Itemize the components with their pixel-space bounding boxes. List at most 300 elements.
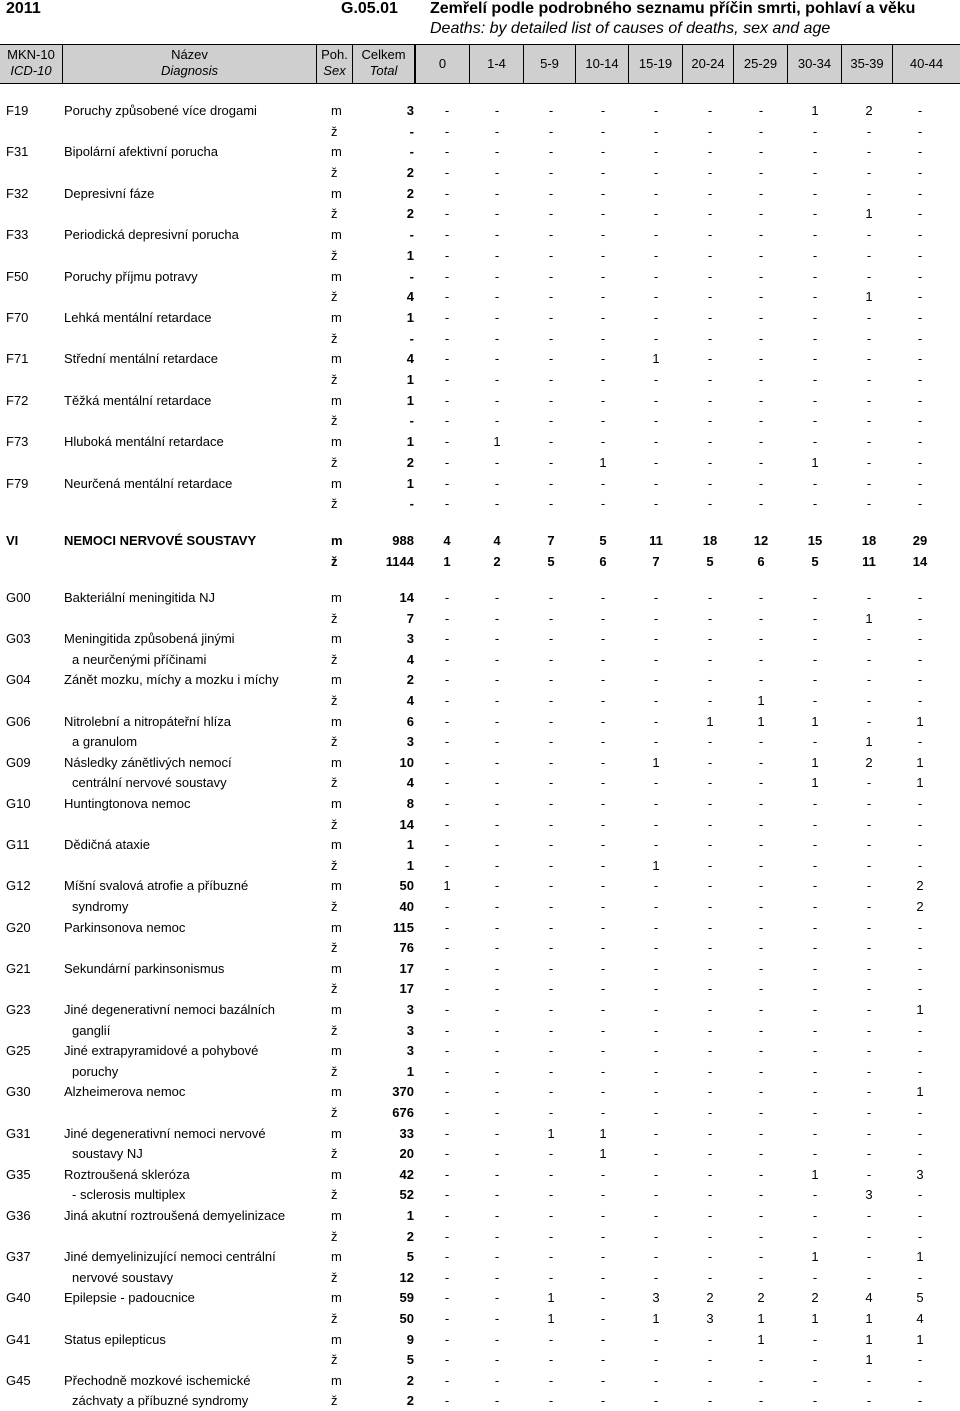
diagnosis-name: Střední mentální retardace	[64, 351, 218, 366]
diagnosis-code: G35	[6, 1167, 31, 1182]
age-value-cell: -	[812, 1187, 818, 1202]
age-value-cell: -	[600, 1064, 606, 1079]
sex-cell: ž	[331, 652, 338, 667]
age-value-cell: -	[812, 186, 818, 201]
age-value-cell: -	[600, 590, 606, 605]
age-value-cell: -	[812, 899, 818, 914]
age-value-cell: -	[917, 1126, 923, 1141]
age-value-cell: 1	[916, 1084, 924, 1099]
sex-cell: m	[331, 1167, 342, 1182]
age-value-cell: -	[866, 248, 872, 263]
age-value-cell: -	[600, 186, 606, 201]
age-value-cell: -	[812, 310, 818, 325]
age-value-cell: -	[548, 393, 554, 408]
sex-cell: m	[331, 672, 342, 687]
diagnosis-code: G25	[6, 1043, 31, 1058]
sex-cell: m	[331, 434, 342, 449]
age-value-cell: -	[548, 981, 554, 996]
age-value-cell: -	[812, 496, 818, 511]
age-value-cell: -	[600, 1290, 606, 1305]
age-value-cell: -	[548, 631, 554, 646]
age-value-cell: -	[866, 899, 872, 914]
total-cell: 1	[406, 837, 414, 852]
age-value-cell: -	[653, 1270, 659, 1285]
table-row	[0, 1227, 960, 1247]
diagnosis-name: Periodická depresivní porucha	[64, 227, 239, 242]
age-value-cell: 7	[652, 554, 660, 569]
age-value-cell: -	[707, 775, 713, 790]
age-value-cell: -	[758, 837, 764, 852]
total-cell: 4	[406, 775, 414, 790]
sex-cell: ž	[331, 1105, 338, 1120]
age-value-cell: -	[917, 961, 923, 976]
age-value-cell: -	[494, 1064, 500, 1079]
sex-cell: m	[331, 476, 342, 491]
age-value-cell: -	[866, 652, 872, 667]
table-row	[0, 225, 960, 245]
age-value-cell: -	[812, 413, 818, 428]
age-value-cell: -	[600, 1332, 606, 1347]
age-value-cell: -	[917, 858, 923, 873]
total-cell: 4	[406, 693, 414, 708]
sex-cell: m	[331, 310, 342, 325]
age-value-cell: 4	[493, 533, 501, 548]
age-value-cell: -	[653, 1105, 659, 1120]
age-value-cell: 1	[811, 455, 819, 470]
age-value-cell: -	[600, 878, 606, 893]
age-value-cell: -	[600, 775, 606, 790]
age-value-cell: -	[707, 652, 713, 667]
age-value-cell: -	[494, 775, 500, 790]
total-cell: -	[409, 496, 414, 511]
age-value-cell: -	[600, 817, 606, 832]
age-value-cell: -	[548, 837, 554, 852]
header-age-2: 5-9	[523, 45, 575, 83]
header-total: Celkem Total	[353, 45, 415, 83]
age-value-cell: -	[707, 393, 713, 408]
diagnosis-name: ganglií	[72, 1023, 111, 1038]
age-value-cell: -	[758, 269, 764, 284]
header-age-8: 35-39	[841, 45, 892, 83]
age-value-cell: -	[758, 496, 764, 511]
age-value-cell: -	[758, 351, 764, 366]
age-value-cell: 2	[916, 899, 924, 914]
sex-cell: m	[331, 144, 342, 159]
age-value-cell: -	[494, 1352, 500, 1367]
age-value-cell: -	[917, 1023, 923, 1038]
age-value-cell: 3	[652, 1290, 660, 1305]
age-value-cell: -	[494, 755, 500, 770]
age-value-cell: -	[812, 227, 818, 242]
age-value-cell: -	[653, 796, 659, 811]
age-value-cell: 6	[599, 554, 607, 569]
age-value-cell: -	[758, 981, 764, 996]
age-value-cell: -	[494, 372, 500, 387]
age-value-cell: -	[444, 672, 450, 687]
age-value-cell: -	[653, 1002, 659, 1017]
sex-cell: m	[331, 1084, 342, 1099]
age-value-cell: -	[707, 455, 713, 470]
total-cell: 1	[406, 434, 414, 449]
age-value-cell: -	[812, 961, 818, 976]
sex-cell: m	[331, 878, 342, 893]
age-value-cell: -	[707, 796, 713, 811]
age-value-cell: 2	[865, 103, 873, 118]
table-row	[0, 122, 960, 142]
age-value-cell: -	[707, 693, 713, 708]
total-cell: -	[409, 269, 414, 284]
table-row	[0, 329, 960, 349]
age-value-cell: -	[494, 734, 500, 749]
age-value-cell: 2	[811, 1290, 819, 1305]
age-value-cell: -	[548, 248, 554, 263]
age-value-cell: -	[758, 1043, 764, 1058]
header-age-6: 25-29	[733, 45, 787, 83]
total-cell: 5	[406, 1352, 414, 1367]
total-cell: 40	[399, 899, 414, 914]
diagnosis-name: Jiné degenerativní nemoci nervové	[64, 1126, 266, 1141]
age-value-cell: -	[548, 310, 554, 325]
age-value-cell: -	[494, 269, 500, 284]
age-value-cell: 1	[865, 1332, 873, 1347]
age-value-cell: -	[707, 611, 713, 626]
age-value-cell: -	[917, 476, 923, 491]
age-value-cell: -	[494, 413, 500, 428]
total-cell: 2	[406, 672, 414, 687]
total-cell: 4	[406, 289, 414, 304]
table-row	[0, 979, 960, 999]
age-value-cell: -	[653, 413, 659, 428]
age-value-cell: -	[444, 1105, 450, 1120]
age-value-cell: -	[494, 940, 500, 955]
diagnosis-code: G12	[6, 878, 31, 893]
age-value-cell: -	[600, 858, 606, 873]
age-value-cell: -	[707, 289, 713, 304]
age-value-cell: -	[494, 1373, 500, 1388]
age-value-cell: -	[758, 878, 764, 893]
age-value-cell: -	[600, 1084, 606, 1099]
age-value-cell: -	[758, 248, 764, 263]
age-value-cell: -	[866, 434, 872, 449]
age-value-cell: -	[917, 186, 923, 201]
diagnosis-code: VI	[6, 533, 19, 548]
total-cell: 17	[399, 981, 414, 996]
diagnosis-name: Poruchy příjmu potravy	[64, 269, 198, 284]
table-row	[0, 1371, 960, 1391]
age-value-cell: -	[707, 837, 713, 852]
age-value-cell: -	[812, 796, 818, 811]
total-cell: 7	[406, 611, 414, 626]
age-value-cell: -	[653, 1064, 659, 1079]
table-row	[0, 370, 960, 390]
header-age-4: 15-19	[628, 45, 682, 83]
age-value-cell: 1	[652, 755, 660, 770]
sex-cell: ž	[331, 1229, 338, 1244]
table-row	[0, 732, 960, 752]
age-value-cell: 1	[811, 1311, 819, 1326]
age-value-cell: -	[494, 124, 500, 139]
age-value-cell: -	[707, 1352, 713, 1367]
sex-cell: ž	[331, 206, 338, 221]
table-row	[0, 1021, 960, 1041]
age-value-cell: -	[653, 611, 659, 626]
age-value-cell: -	[444, 186, 450, 201]
age-value-cell: -	[548, 775, 554, 790]
table-row	[0, 531, 960, 551]
table-row	[0, 142, 960, 162]
age-value-cell: -	[866, 1146, 872, 1161]
age-value-cell: -	[494, 1290, 500, 1305]
age-value-cell: -	[758, 103, 764, 118]
age-value-cell: -	[494, 310, 500, 325]
age-value-cell: -	[758, 1146, 764, 1161]
age-value-cell: -	[917, 289, 923, 304]
age-value-cell: 1	[811, 714, 819, 729]
age-value-cell: -	[548, 476, 554, 491]
age-value-cell: -	[917, 940, 923, 955]
table-row	[0, 1062, 960, 1082]
age-value-cell: -	[653, 206, 659, 221]
sex-cell: m	[331, 1208, 342, 1223]
table-row	[0, 267, 960, 287]
age-value-cell: -	[548, 693, 554, 708]
age-value-cell: -	[548, 1373, 554, 1388]
sex-cell: ž	[331, 1146, 338, 1161]
sex-cell: ž	[331, 775, 338, 790]
age-value-cell: -	[653, 693, 659, 708]
age-value-cell: -	[917, 672, 923, 687]
diagnosis-name: centrální nervové soustavy	[72, 775, 227, 790]
age-value-cell: -	[444, 351, 450, 366]
age-value-cell: -	[494, 1332, 500, 1347]
age-value-cell: -	[707, 1146, 713, 1161]
age-value-cell: -	[707, 1167, 713, 1182]
age-value-cell: -	[548, 165, 554, 180]
age-value-cell: -	[494, 1187, 500, 1202]
table-row	[0, 308, 960, 328]
age-value-cell: -	[653, 775, 659, 790]
age-value-cell: -	[812, 837, 818, 852]
age-value-cell: -	[548, 434, 554, 449]
total-cell: 1144	[385, 554, 414, 569]
age-value-cell: -	[494, 611, 500, 626]
age-value-cell: 1	[599, 1126, 607, 1141]
diagnosis-name: - sclerosis multiplex	[72, 1187, 186, 1202]
age-value-cell: -	[653, 631, 659, 646]
age-value-cell: -	[653, 1373, 659, 1388]
age-value-cell: 1	[811, 1249, 819, 1264]
diagnosis-code: G36	[6, 1208, 31, 1223]
age-value-cell: -	[494, 393, 500, 408]
diagnosis-name: Přechodně mozkové ischemické	[64, 1373, 251, 1388]
age-value-cell: -	[444, 1187, 450, 1202]
sex-cell: ž	[331, 496, 338, 511]
diagnosis-name: Míšní svalová atrofie a příbuzné	[64, 878, 249, 893]
sex-cell: m	[331, 796, 342, 811]
age-value-cell: -	[444, 124, 450, 139]
table-row	[0, 815, 960, 835]
age-value-cell: -	[444, 1023, 450, 1038]
age-value-cell: -	[917, 372, 923, 387]
age-value-cell: -	[866, 1002, 872, 1017]
age-value-cell: -	[548, 817, 554, 832]
age-value-cell: -	[653, 920, 659, 935]
header-age-3: 10-14	[575, 45, 628, 83]
age-value-cell: 1	[599, 455, 607, 470]
age-value-cell: -	[444, 837, 450, 852]
age-value-cell: 1	[865, 734, 873, 749]
diagnosis-code: F70	[6, 310, 29, 325]
age-value-cell: -	[494, 289, 500, 304]
age-value-cell: -	[866, 981, 872, 996]
diagnosis-name: nervové soustavy	[72, 1270, 174, 1285]
age-value-cell: -	[444, 496, 450, 511]
diagnosis-name: Alzheimerova nemoc	[64, 1084, 186, 1099]
age-value-cell: -	[653, 455, 659, 470]
diagnosis-name: Nitrolební a nitropáteřní hlíza	[64, 714, 231, 729]
table-row	[0, 1103, 960, 1123]
table-row	[0, 712, 960, 732]
diagnosis-name: Těžká mentální retardace	[64, 393, 212, 408]
diagnosis-code: G31	[6, 1126, 31, 1141]
age-value-cell: -	[653, 878, 659, 893]
age-value-cell: 1	[757, 693, 765, 708]
age-value-cell: -	[866, 940, 872, 955]
age-value-cell: 14	[912, 554, 928, 569]
age-value-cell: -	[548, 652, 554, 667]
age-value-cell: -	[600, 1023, 606, 1038]
age-value-cell: -	[917, 269, 923, 284]
age-value-cell: -	[707, 672, 713, 687]
age-value-cell: -	[707, 248, 713, 263]
sex-cell: ž	[331, 899, 338, 914]
age-value-cell: 1	[916, 714, 924, 729]
age-value-cell: -	[917, 206, 923, 221]
age-value-cell: -	[812, 1043, 818, 1058]
age-value-cell: -	[812, 269, 818, 284]
age-value-cell: -	[548, 351, 554, 366]
age-value-cell: -	[600, 796, 606, 811]
age-value-cell: -	[812, 372, 818, 387]
age-value-cell: -	[758, 1352, 764, 1367]
table-row	[0, 1330, 960, 1350]
age-value-cell: -	[444, 755, 450, 770]
diagnosis-name: Hluboká mentální retardace	[64, 434, 224, 449]
diagnosis-code: F71	[6, 351, 29, 366]
age-value-cell: -	[444, 796, 450, 811]
age-value-cell: -	[444, 103, 450, 118]
total-cell: 115	[393, 920, 414, 935]
age-value-cell: 5	[916, 1290, 924, 1305]
age-value-cell: 5	[811, 554, 819, 569]
total-cell: 52	[399, 1187, 414, 1202]
age-value-cell: -	[600, 165, 606, 180]
age-value-cell: 11	[862, 554, 876, 569]
total-cell: 76	[399, 940, 414, 955]
age-value-cell: -	[548, 755, 554, 770]
age-value-cell: -	[444, 413, 450, 428]
age-value-cell: -	[758, 858, 764, 873]
age-value-cell: -	[444, 1146, 450, 1161]
age-value-cell: -	[707, 165, 713, 180]
age-value-cell: 2	[865, 755, 873, 770]
age-value-cell: -	[444, 476, 450, 491]
total-cell: 676	[392, 1105, 414, 1120]
age-value-cell: -	[812, 434, 818, 449]
age-value-cell: -	[917, 124, 923, 139]
table-code: G.05.01	[341, 0, 398, 17]
age-value-cell: -	[494, 206, 500, 221]
diagnosis-name: Status epilepticus	[64, 1332, 166, 1347]
total-cell: 1	[406, 248, 414, 263]
age-value-cell: -	[494, 1002, 500, 1017]
age-value-cell: -	[653, 590, 659, 605]
age-value-cell: -	[444, 631, 450, 646]
age-value-cell: -	[653, 393, 659, 408]
age-value-cell: -	[707, 206, 713, 221]
age-value-cell: -	[600, 1393, 606, 1408]
age-value-cell: -	[866, 858, 872, 873]
age-value-cell: -	[494, 1105, 500, 1120]
age-value-cell: -	[917, 1393, 923, 1408]
total-cell: 988	[392, 533, 414, 548]
age-value-cell: -	[653, 837, 659, 852]
age-value-cell: -	[494, 496, 500, 511]
age-value-cell: -	[707, 1064, 713, 1079]
age-value-cell: -	[548, 1043, 554, 1058]
diagnosis-code: F72	[6, 393, 29, 408]
age-value-cell: -	[548, 289, 554, 304]
age-value-cell: -	[866, 878, 872, 893]
diagnosis-name: Jiná akutní roztroušená demyelinizace	[64, 1208, 286, 1223]
age-value-cell: -	[917, 413, 923, 428]
sex-cell: ž	[331, 1023, 338, 1038]
age-value-cell: -	[653, 1187, 659, 1202]
header-age-5: 20-24	[682, 45, 733, 83]
sex-cell: ž	[331, 940, 338, 955]
age-value-cell: -	[812, 652, 818, 667]
age-value-cell: -	[758, 1208, 764, 1223]
age-value-cell: -	[917, 351, 923, 366]
age-value-cell: -	[444, 434, 450, 449]
age-value-cell: -	[494, 981, 500, 996]
age-value-cell: -	[444, 1002, 450, 1017]
table-row	[0, 163, 960, 183]
age-value-cell: -	[444, 144, 450, 159]
age-value-cell: -	[917, 331, 923, 346]
age-value-cell: -	[866, 372, 872, 387]
age-value-cell: -	[812, 1126, 818, 1141]
table-row	[0, 629, 960, 649]
table-row	[0, 773, 960, 793]
age-value-cell: 5	[599, 533, 607, 548]
age-value-cell: -	[917, 1187, 923, 1202]
sex-cell: m	[331, 755, 342, 770]
age-value-cell: -	[866, 1043, 872, 1058]
age-value-cell: -	[444, 1126, 450, 1141]
age-value-cell: -	[444, 1249, 450, 1264]
table-row	[0, 1391, 960, 1411]
age-value-cell: -	[758, 775, 764, 790]
age-value-cell: -	[494, 1270, 500, 1285]
age-value-cell: -	[494, 144, 500, 159]
age-value-cell: 1	[865, 1352, 873, 1367]
age-value-cell: 1	[811, 755, 819, 770]
total-cell: 17	[399, 961, 414, 976]
age-value-cell: -	[548, 1393, 554, 1408]
age-value-cell: -	[600, 206, 606, 221]
diagnosis-code: F31	[6, 144, 29, 159]
